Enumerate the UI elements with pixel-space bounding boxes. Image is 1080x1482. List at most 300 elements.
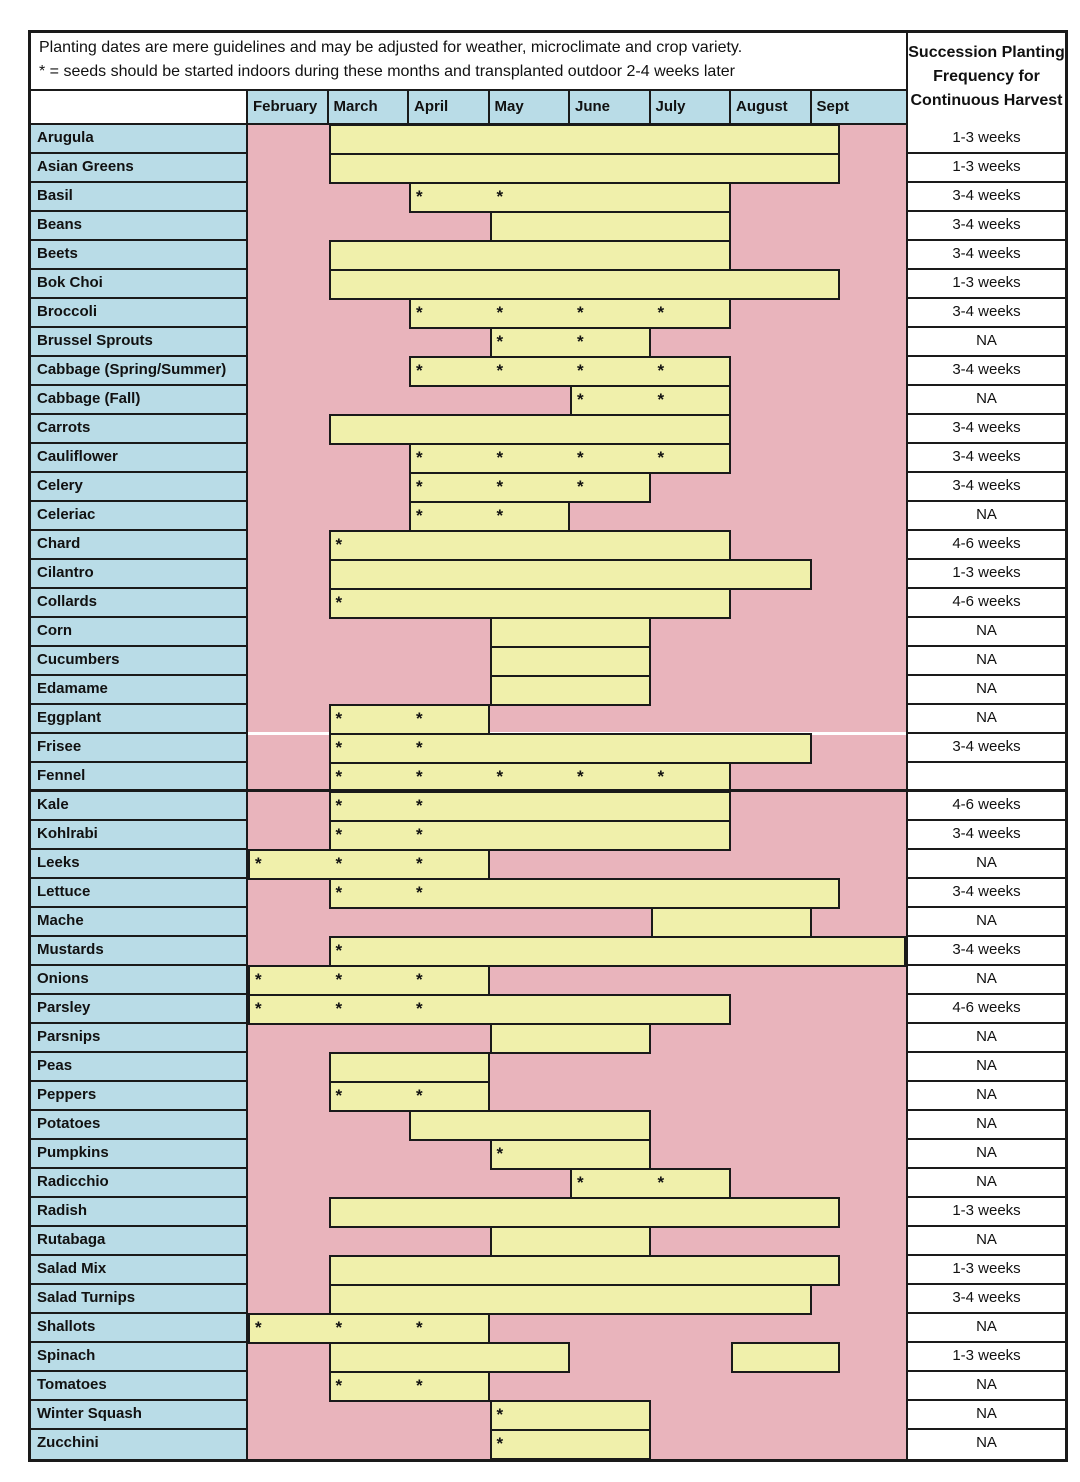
indoor-start-asterisk: * [577,389,584,409]
frequency-cell: NA [906,1401,1065,1430]
planting-window-bar [329,559,812,590]
crop-row [31,183,1065,212]
crop-row [31,299,1065,328]
crop-label: Bok Choi [31,270,248,299]
frequency-cell: NA [906,966,1065,995]
crop-row [31,212,1065,241]
frequency-cell: 3-4 weeks [906,241,1065,270]
crop-label: Asian Greens [31,154,248,183]
crop-label: Shallots [31,1314,248,1343]
planting-window-bar [409,443,731,474]
indoor-start-asterisk: * [416,708,423,728]
crop-label: Celeriac [31,502,248,531]
planting-window-bar [570,1168,731,1199]
indoor-start-asterisk: * [496,1143,504,1163]
indoor-start-asterisk: * [416,824,423,844]
planting-window-bar [329,936,907,967]
crop-row [31,879,1065,908]
frequency-cell: NA [906,1372,1065,1401]
crop-label: Peppers [31,1082,248,1111]
planting-calendar-table [28,30,1068,1462]
crop-label: Eggplant [31,705,248,734]
crop-row [31,647,1065,676]
crop-label: Leeks [31,850,248,879]
planting-window-area [248,734,906,763]
crop-row [31,270,1065,299]
indoor-start-asterisk: * [335,708,343,728]
crop-label: Radicchio [31,1169,248,1198]
indoor-start-asterisk: * [496,1433,504,1453]
planting-window-area [248,531,906,560]
crop-row [31,473,1065,502]
frequency-cell: 1-3 weeks [906,1343,1065,1372]
planting-window-bar [490,327,651,358]
frequency-column-header [906,33,1065,125]
planting-window-area [248,299,906,328]
crop-row [31,1401,1065,1430]
indoor-start-asterisk: * [657,766,665,786]
indoor-start-asterisk: * [496,476,504,496]
crop-label: Rutabaga [31,1227,248,1256]
frequency-cell: NA [906,1169,1065,1198]
indoor-start-asterisk: * [255,1317,262,1337]
indoor-start-asterisk: * [416,302,423,322]
rows [31,125,1065,1459]
indoor-start-asterisk: * [577,331,584,351]
crop-label: Broccoli [31,299,248,328]
planting-window-bar [329,733,812,764]
crop-row [31,1430,1065,1459]
planting-window-area [248,1053,906,1082]
crop-row [31,705,1065,734]
crop-row [31,763,1065,792]
indoor-start-asterisk: * [335,824,343,844]
indoor-start-asterisk: * [335,534,343,554]
month-header-july: July [651,91,732,123]
indoor-start-asterisk: * [577,302,584,322]
planting-window-area [248,1082,906,1111]
frequency-cell: NA [906,1314,1065,1343]
planting-window-bar [490,1023,651,1054]
planting-window-bar [329,269,840,300]
planting-window-bar [329,530,732,561]
planting-window-bar [329,820,732,851]
planting-window-area [248,705,906,734]
indoor-start-asterisk: * [496,505,504,525]
planting-window-area [248,444,906,473]
indoor-start-asterisk: * [657,302,665,322]
frequency-cell: 3-4 weeks [906,879,1065,908]
planting-window-area [248,212,906,241]
indoor-start-asterisk: * [335,853,343,873]
frequency-cell: 3-4 weeks [906,821,1065,850]
planting-window-bar [329,1081,490,1112]
indoor-start-asterisk: * [496,331,504,351]
frequency-cell: 3-4 weeks [906,473,1065,502]
frequency-cell: NA [906,1227,1065,1256]
crop-row [31,1372,1065,1401]
indoor-start-asterisk: * [416,360,423,380]
indoor-start-asterisk: * [496,766,504,786]
planting-window-area [248,937,906,966]
month-header-february: February [248,91,329,123]
crop-row [31,937,1065,966]
indoor-start-asterisk: * [416,1085,423,1105]
planting-window-area [248,676,906,705]
frequency-cell: 3-4 weeks [906,357,1065,386]
crop-row [31,1053,1065,1082]
planting-window-area [248,908,906,937]
planting-window-area [248,995,906,1024]
indoor-start-asterisk: * [577,447,584,467]
frequency-cell: NA [906,850,1065,879]
indoor-start-asterisk: * [335,882,343,902]
crop-label: Cabbage (Fall) [31,386,248,415]
crop-row [31,444,1065,473]
planting-window-area [248,560,906,589]
crop-label: Cabbage (Spring/Summer) [31,357,248,386]
planting-window-bar [329,791,732,822]
planting-window-bar [329,588,732,619]
crop-row [31,1256,1065,1285]
planting-window-area [248,328,906,357]
planting-window-bar [248,994,731,1025]
crop-label: Onions [31,966,248,995]
indoor-start-asterisk: * [335,766,343,786]
month-header-august: August [731,91,812,123]
frequency-cell: NA [906,647,1065,676]
planting-window-bar [248,965,490,996]
planting-window-bar [329,240,732,271]
crop-row [31,1285,1065,1314]
month-header-april: April [409,91,490,123]
crop-label: Cauliflower [31,444,248,473]
crop-row [31,502,1065,531]
planting-window-area [248,154,906,183]
planting-window-area [248,1430,906,1459]
planting-window-area [248,1372,906,1401]
indoor-start-asterisk: * [416,766,423,786]
crop-row [31,618,1065,647]
crop-row [31,792,1065,821]
month-header-sept: Sept [812,91,907,123]
header-note-line1: Planting dates are mere guidelines and may be adjusted for weather, microclimate and crop variety. [39,39,743,56]
indoor-start-asterisk: * [577,1172,584,1192]
crop-label: Corn [31,618,248,647]
frequency-cell: 4-6 weeks [906,589,1065,618]
planting-window-area [248,502,906,531]
frequency-cell [906,763,1065,792]
crop-row [31,1343,1065,1372]
planting-window-area [248,1111,906,1140]
crop-label: Pumpkins [31,1140,248,1169]
frequency-cell: 1-3 weeks [906,125,1065,154]
crop-label: Kohlrabi [31,821,248,850]
crop-label: Kale [31,792,248,821]
planting-window-bar [248,849,490,880]
planting-window-bar [490,617,651,648]
crop-label: Frisee [31,734,248,763]
crop-row [31,386,1065,415]
indoor-start-asterisk: * [335,592,343,612]
month-header-may: May [490,91,571,123]
crop-row [31,1314,1065,1343]
indoor-start-asterisk: * [416,853,423,873]
indoor-start-asterisk: * [496,360,504,380]
planting-window-bar [490,1429,651,1459]
crop-label: Arugula [31,125,248,154]
month-header-june: June [570,91,651,123]
crop-row [31,125,1065,154]
indoor-start-asterisk: * [335,1375,343,1395]
planting-window-area [248,850,906,879]
indoor-start-asterisk: * [335,737,343,757]
crop-label: Mache [31,908,248,937]
planting-window-bar [329,125,840,155]
planting-window-area [248,1314,906,1343]
planting-window-area [248,879,906,908]
planting-window-bar [490,646,651,677]
crop-label: Edamame [31,676,248,705]
crop-row [31,531,1065,560]
crop-label: Basil [31,183,248,212]
frequency-header-line3: Continuous Harvest [910,92,1063,109]
crop-label: Zucchini [31,1430,248,1459]
crop-row [31,154,1065,183]
frequency-cell: NA [906,618,1065,647]
crop-label: Potatoes [31,1111,248,1140]
planting-window-bar [409,182,731,213]
indoor-start-asterisk: * [416,505,423,525]
frequency-cell: 1-3 weeks [906,1256,1065,1285]
crop-label: Radish [31,1198,248,1227]
frequency-cell: 3-4 weeks [906,734,1065,763]
crop-label: Celery [31,473,248,502]
planting-window-area [248,618,906,647]
planting-window-bar [409,1110,651,1141]
crop-row [31,1198,1065,1227]
frequency-cell: 4-6 weeks [906,995,1065,1024]
frequency-cell: NA [906,502,1065,531]
planting-window-area [248,415,906,444]
planting-window-bar [248,1313,490,1344]
planting-window-area [248,763,906,792]
crop-label: Collards [31,589,248,618]
planting-window-bar [409,472,651,503]
indoor-start-asterisk: * [416,1375,423,1395]
crop-row [31,241,1065,270]
crop-label: Beans [31,212,248,241]
planting-window-bar [329,414,732,445]
crop-label: Peas [31,1053,248,1082]
planting-window-bar [329,1197,840,1228]
indoor-start-asterisk: * [335,795,343,815]
crop-row [31,1024,1065,1053]
indoor-start-asterisk: * [416,882,423,902]
indoor-start-asterisk: * [657,447,665,467]
indoor-start-asterisk: * [335,969,343,989]
crop-row [31,1082,1065,1111]
indoor-start-asterisk: * [416,998,423,1018]
header-note-line2: * = seeds should be started indoors during these months and transplanted outdoor 2-4 weeks later [39,63,735,80]
indoor-start-asterisk: * [416,476,423,496]
planting-window-area [248,1024,906,1053]
crop-label: Cilantro [31,560,248,589]
planting-window-bar [490,1400,651,1431]
planting-window-area [248,125,906,154]
crop-row [31,560,1065,589]
frequency-cell: 3-4 weeks [906,415,1065,444]
frequency-cell: NA [906,705,1065,734]
planting-window-area [248,1256,906,1285]
planting-window-bar [651,907,812,938]
planting-window-bar [329,1284,812,1315]
crop-label: Beets [31,241,248,270]
crop-row [31,357,1065,386]
planting-window-bar [490,1226,651,1257]
crop-row [31,676,1065,705]
indoor-start-asterisk: * [496,186,504,206]
indoor-start-asterisk: * [335,1085,343,1105]
planting-window-area [248,357,906,386]
indoor-start-asterisk: * [416,737,423,757]
crop-row [31,850,1065,879]
crop-label: Brussel Sprouts [31,328,248,357]
crop-row [31,1140,1065,1169]
planting-window-area [248,1227,906,1256]
crop-label: Salad Mix [31,1256,248,1285]
table-header [31,33,1065,125]
frequency-cell: NA [906,1111,1065,1140]
planting-window-area [248,1401,906,1430]
planting-window-bar [409,501,570,532]
frequency-cell: NA [906,1082,1065,1111]
frequency-cell: 4-6 weeks [906,792,1065,821]
planting-window-area [248,966,906,995]
frequency-cell: 3-4 weeks [906,1285,1065,1314]
indoor-start-asterisk: * [496,1404,504,1424]
frequency-cell: NA [906,1053,1065,1082]
planting-window-area [248,821,906,850]
indoor-start-asterisk: * [577,360,584,380]
planting-window-bar [329,704,490,735]
indoor-start-asterisk: * [657,360,665,380]
frequency-cell: 1-3 weeks [906,560,1065,589]
planting-window-bar [329,1255,840,1286]
planting-window-bar [490,1139,651,1170]
indoor-start-asterisk: * [577,766,584,786]
indoor-start-asterisk: * [416,447,423,467]
crop-label: Parsnips [31,1024,248,1053]
crop-label: Parsley [31,995,248,1024]
crop-row [31,328,1065,357]
planting-window-area [248,183,906,212]
planting-window-bar [329,1371,490,1402]
frequency-cell: NA [906,1024,1065,1053]
crop-row [31,589,1065,618]
frequency-cell: NA [906,1430,1065,1459]
frequency-cell: 1-3 weeks [906,270,1065,299]
planting-window-area [248,589,906,618]
crop-row [31,821,1065,850]
planting-window-bar [731,1342,840,1373]
crop-label: Spinach [31,1343,248,1372]
planting-window-bar [490,675,651,706]
indoor-start-asterisk: * [335,940,343,960]
crop-label: Fennel [31,763,248,792]
frequency-cell: NA [906,908,1065,937]
planting-window-bar [490,211,732,242]
crop-label: Lettuce [31,879,248,908]
planting-window-area [248,647,906,676]
frequency-header-line2: Frequency for [933,68,1040,85]
frequency-header-line1: Succession Planting [908,44,1065,61]
planting-window-area [248,1198,906,1227]
frequency-cell: NA [906,328,1065,357]
crop-row [31,908,1065,937]
indoor-start-asterisk: * [335,1317,343,1337]
frequency-cell: 1-3 weeks [906,1198,1065,1227]
month-header-row [31,91,906,125]
planting-window-area [248,1285,906,1314]
planting-window-bar [329,878,840,909]
frequency-cell: NA [906,1140,1065,1169]
crop-row [31,1169,1065,1198]
planting-window-area [248,1343,906,1372]
crop-row [31,734,1065,763]
planting-window-area [248,1169,906,1198]
indoor-start-asterisk: * [657,1172,665,1192]
crop-label: Mustards [31,937,248,966]
indoor-start-asterisk: * [496,447,504,467]
planting-window-bar [409,356,731,387]
crop-label: Winter Squash [31,1401,248,1430]
frequency-cell: 4-6 weeks [906,531,1065,560]
crop-row [31,995,1065,1024]
planting-window-bar [329,1052,490,1083]
planting-window-area [248,241,906,270]
indoor-start-asterisk: * [416,186,423,206]
planting-window-area [248,270,906,299]
planting-window-bar [329,1342,571,1373]
planting-window-area [248,386,906,415]
frequency-cell: 3-4 weeks [906,212,1065,241]
frequency-cell: 3-4 weeks [906,937,1065,966]
planting-window-bar [329,153,840,184]
indoor-start-asterisk: * [657,389,665,409]
indoor-start-asterisk: * [335,998,343,1018]
frequency-cell: 3-4 weeks [906,183,1065,212]
frequency-cell: 3-4 weeks [906,299,1065,328]
crop-row [31,1111,1065,1140]
crop-row [31,415,1065,444]
indoor-start-asterisk: * [577,476,584,496]
crop-label: Carrots [31,415,248,444]
indoor-start-asterisk: * [416,795,423,815]
crop-label: Tomatoes [31,1372,248,1401]
month-header-spacer [31,91,248,123]
crop-label: Cucumbers [31,647,248,676]
frequency-cell: NA [906,676,1065,705]
frequency-cell: 1-3 weeks [906,154,1065,183]
header-note-cell [31,33,906,91]
thick-separator [248,789,906,792]
frequency-cell: 3-4 weeks [906,444,1065,473]
indoor-start-asterisk: * [255,998,262,1018]
planting-window-area [248,792,906,821]
crop-label: Salad Turnips [31,1285,248,1314]
indoor-start-asterisk: * [416,969,423,989]
